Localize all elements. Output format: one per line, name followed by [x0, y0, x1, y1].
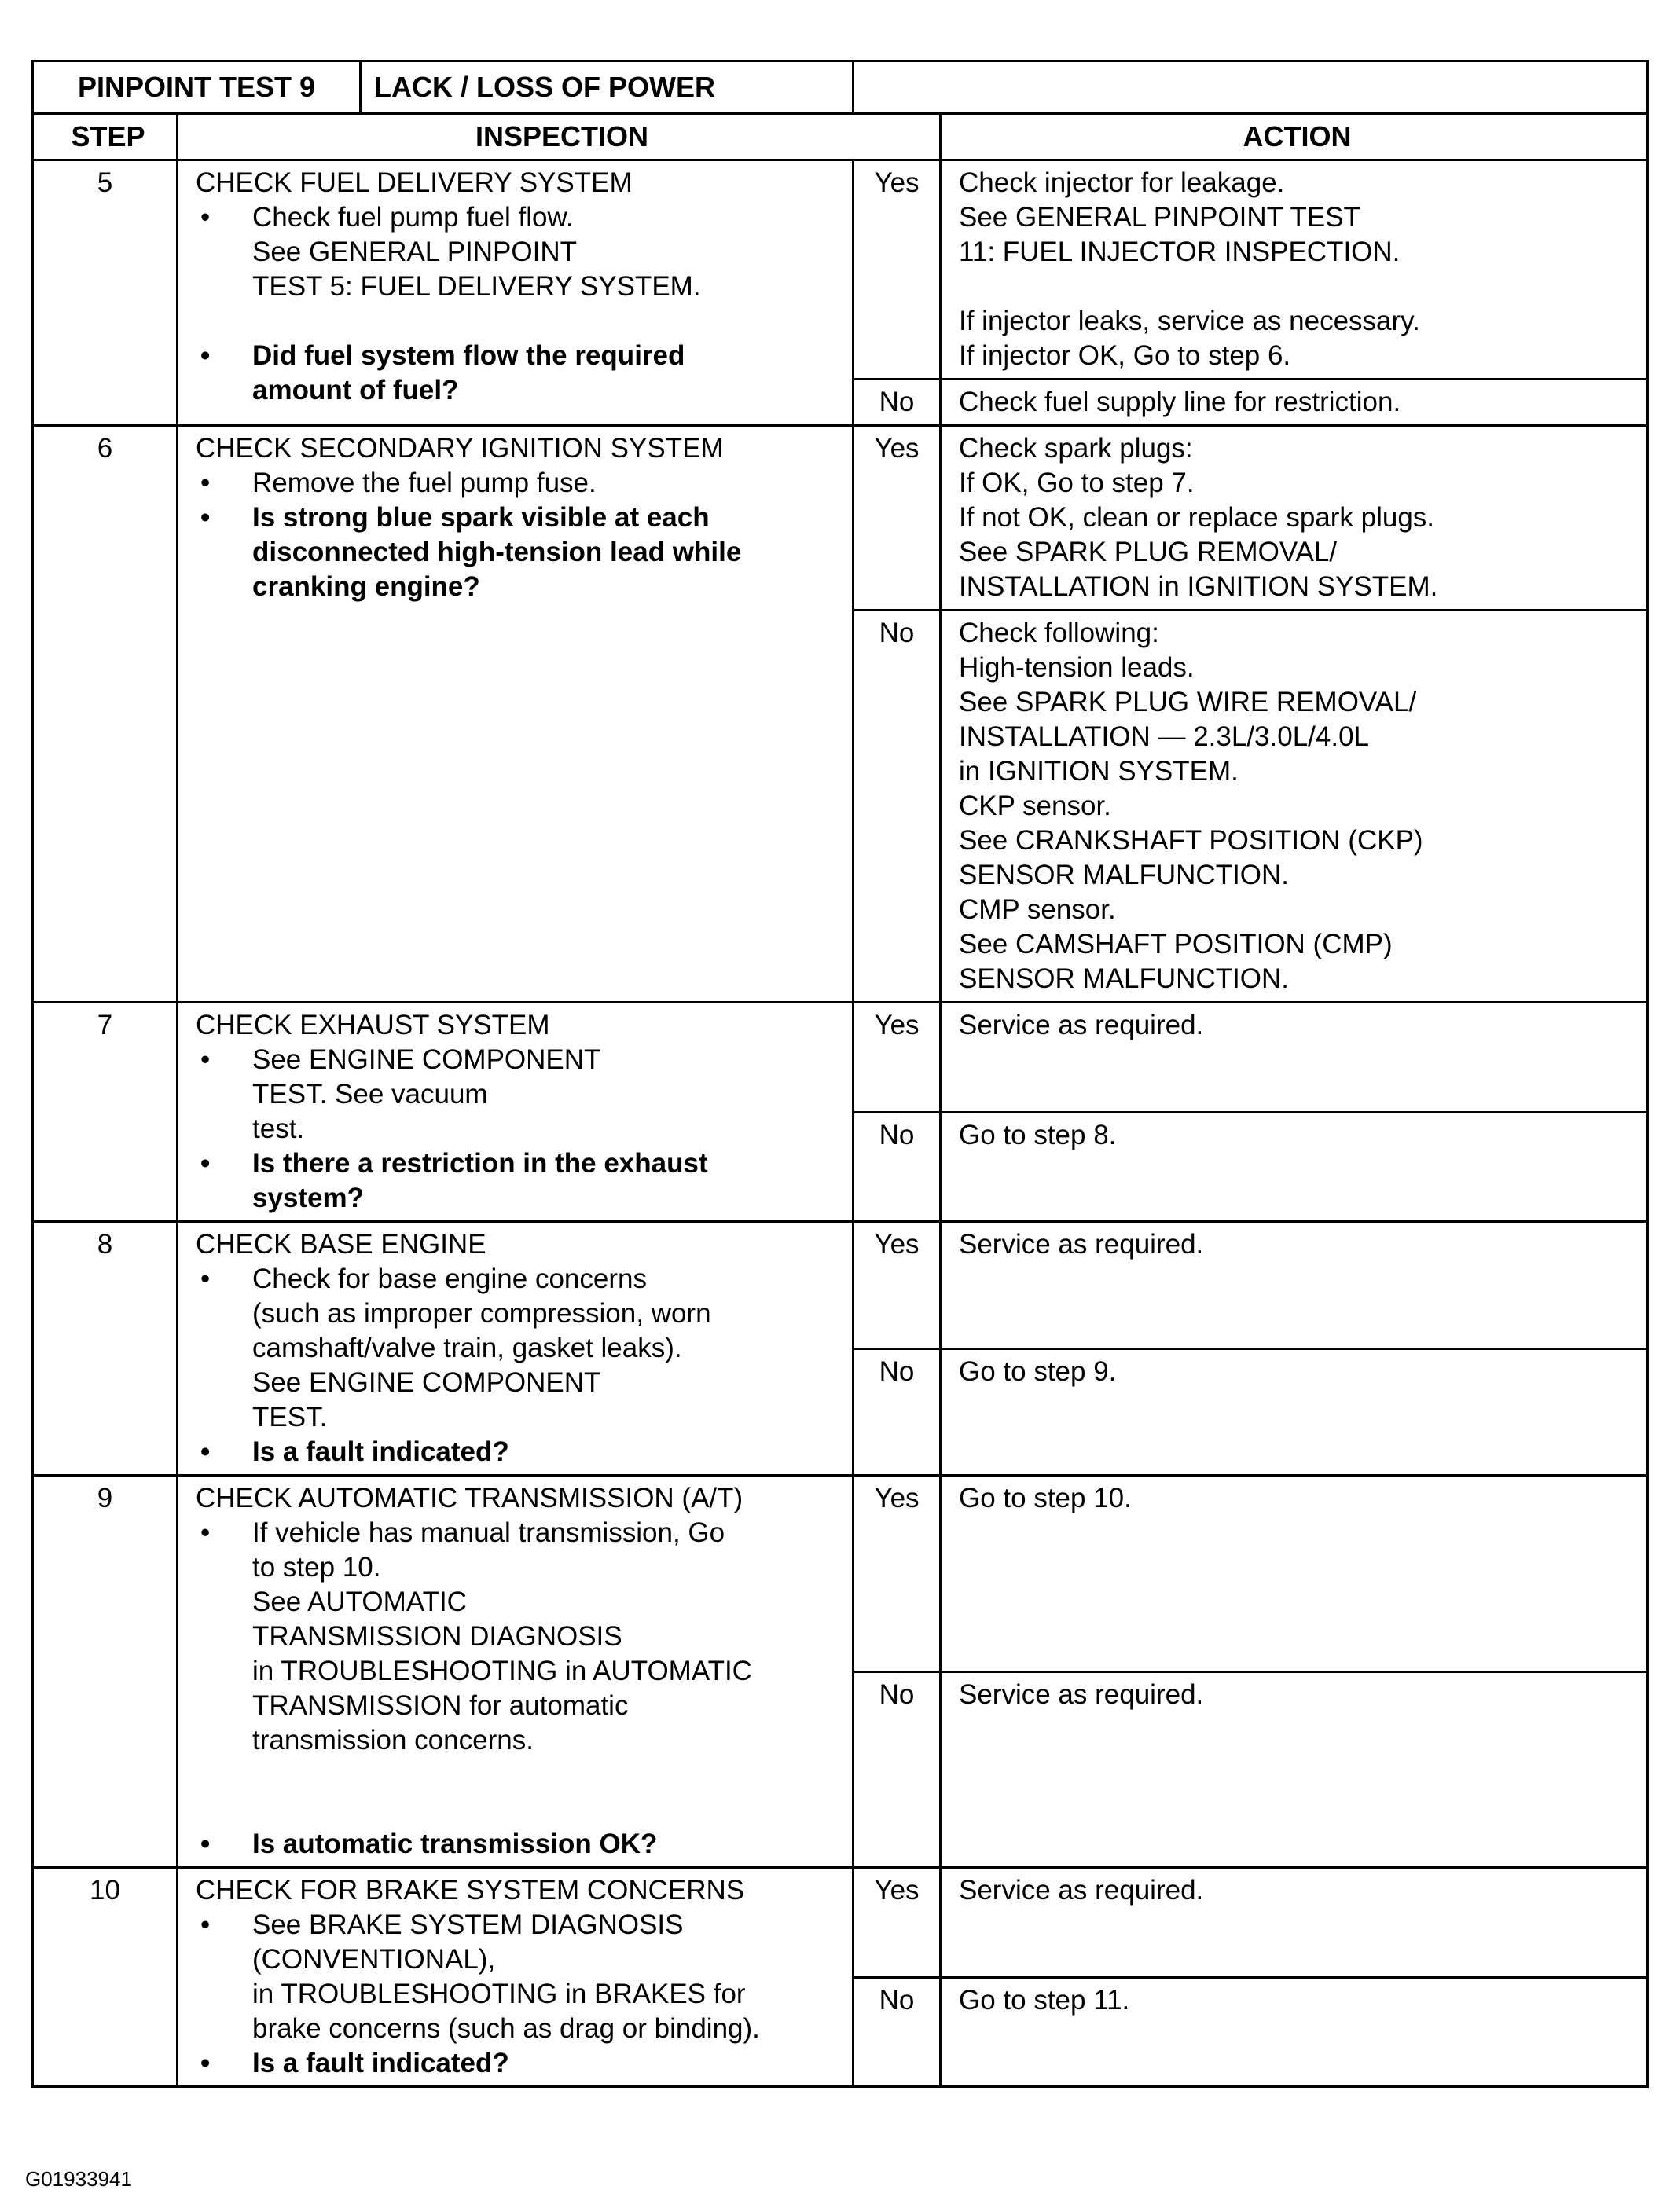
test-label: PINPOINT TEST 9 — [34, 62, 361, 112]
inspection-title: CHECK FOR BRAKE SYSTEM CONCERNS — [196, 1875, 745, 1906]
bullet-item: • See ENGINE COMPONENT TEST. See vacuum test. — [196, 1043, 841, 1146]
yes-action: Service as required. — [941, 1003, 1648, 1113]
test-title: LACK / LOSS OF POWER — [374, 71, 716, 103]
question-item: • Is a fault indicated? — [196, 1435, 841, 1469]
question-item: • Is a fault indicated? — [196, 2046, 841, 2081]
inspection-title: CHECK FUEL DELIVERY SYSTEM — [196, 167, 633, 198]
pinpoint-test-table — [31, 60, 1649, 2088]
column-header-row — [33, 114, 1648, 160]
yes-label: Yes — [854, 426, 941, 611]
yes-label: Yes — [854, 160, 941, 380]
step-9-yes-row — [33, 1476, 1648, 1672]
step-number: 5 — [33, 160, 178, 426]
step-number: 6 — [33, 426, 178, 1003]
step-8-yes-row — [33, 1222, 1648, 1349]
no-action: Go to step 9. — [941, 1348, 1648, 1476]
question-item: • Did fuel system flow the required amount of fuel? — [196, 339, 841, 408]
no-label: No — [854, 1977, 941, 2087]
no-label: No — [854, 1671, 941, 1868]
yes-action: Check injector for leakage. See GENERAL PINPOINT TEST 11: FUEL INJECTOR INSPECTION. If injector leaks, service as necessary. If injector OK, Go to step 6. — [941, 160, 1648, 380]
bullet-item: • See BRAKE SYSTEM DIAGNOSIS (CONVENTIONAL), in TROUBLESHOOTING in BRAKES for brake concerns (such as drag or binding). — [196, 1908, 841, 2046]
inspection-cell — [178, 1868, 854, 2087]
step-number: 8 — [33, 1222, 178, 1476]
no-label: No — [854, 611, 941, 1003]
yes-action: Service as required. — [941, 1868, 1648, 1978]
yes-label: Yes — [854, 1868, 941, 1978]
inspection-cell — [178, 426, 854, 1003]
inspection-cell — [178, 160, 854, 426]
step-number: 10 — [33, 1868, 178, 2087]
step-6-yes-row — [33, 426, 1648, 611]
no-label: No — [854, 380, 941, 426]
step-10-yes-row — [33, 1868, 1648, 1978]
figure-id: G01933941 — [25, 2167, 132, 2191]
inspection-title: CHECK BASE ENGINE — [196, 1229, 486, 1260]
no-action: Check fuel supply line for restriction. — [941, 380, 1648, 426]
yes-action: Check spark plugs: If OK, Go to step 7. If not OK, clean or replace spark plugs. See SPARK PLUG REMOVAL/ INSTALLATION in IGNITION SYSTEM. — [941, 426, 1648, 611]
inspection-cell — [178, 1476, 854, 1868]
yes-label: Yes — [854, 1003, 941, 1113]
yes-label: Yes — [854, 1476, 941, 1672]
yes-action: Service as required. — [941, 1222, 1648, 1349]
inspection-title: CHECK EXHAUST SYSTEM — [196, 1010, 550, 1040]
inspection-title: CHECK AUTOMATIC TRANSMISSION (A/T) — [196, 1483, 743, 1513]
no-action: Check following: High-tension leads. See SPARK PLUG WIRE REMOVAL/ INSTALLATION — 2.3L/3.0L/4.0L in IGNITION SYSTEM. CKP sensor. See CRANKSHAFT POSITION (CKP) SENSOR MALFUNCTION. CMP sensor. See CAMSHAFT POSITION (CMP) SENSOR MALFUNCTION. — [941, 611, 1648, 1003]
question-item: • Is there a restriction in the exhaust system? — [196, 1146, 841, 1216]
test-title-row — [33, 61, 1648, 114]
no-label: No — [854, 1348, 941, 1476]
no-action: Go to step 11. — [941, 1977, 1648, 2087]
no-action: Service as required. — [941, 1671, 1648, 1868]
yes-action: Go to step 10. — [941, 1476, 1648, 1672]
inspection-cell — [178, 1003, 854, 1222]
step-5-yes-row — [33, 160, 1648, 380]
question-item: • Is automatic transmission OK? — [196, 1827, 841, 1862]
no-label: No — [854, 1112, 941, 1222]
bullet-item: • If vehicle has manual transmission, Go to step 10. See AUTOMATIC TRANSMISSION DIAGNOSIS in TROUBLESHOOTING in AUTOMATIC TRANSMISSION for automatic transmission concerns. — [196, 1516, 841, 1827]
inspection-title: CHECK SECONDARY IGNITION SYSTEM — [196, 433, 724, 464]
step-header: STEP — [33, 114, 178, 160]
action-header: ACTION — [941, 114, 1648, 160]
inspection-cell — [178, 1222, 854, 1476]
step-number: 9 — [33, 1476, 178, 1868]
step-number: 7 — [33, 1003, 178, 1222]
inspection-header: INSPECTION — [178, 114, 941, 160]
yes-label: Yes — [854, 1222, 941, 1349]
bullet-item: • Check for base engine concerns (such as improper compression, worn camshaft/valve train, gasket leaks). See ENGINE COMPONENT TEST. — [196, 1262, 841, 1435]
no-action: Go to step 8. — [941, 1112, 1648, 1222]
step-7-yes-row — [33, 1003, 1648, 1113]
bullet-item: • Remove the fuel pump fuse. — [196, 466, 841, 501]
question-item: • Is strong blue spark visible at each disconnected high-tension lead while cranking engine? — [196, 501, 841, 604]
bullet-item: • Check fuel pump fuel flow. See GENERAL PINPOINT TEST 5: FUEL DELIVERY SYSTEM. — [196, 200, 841, 339]
